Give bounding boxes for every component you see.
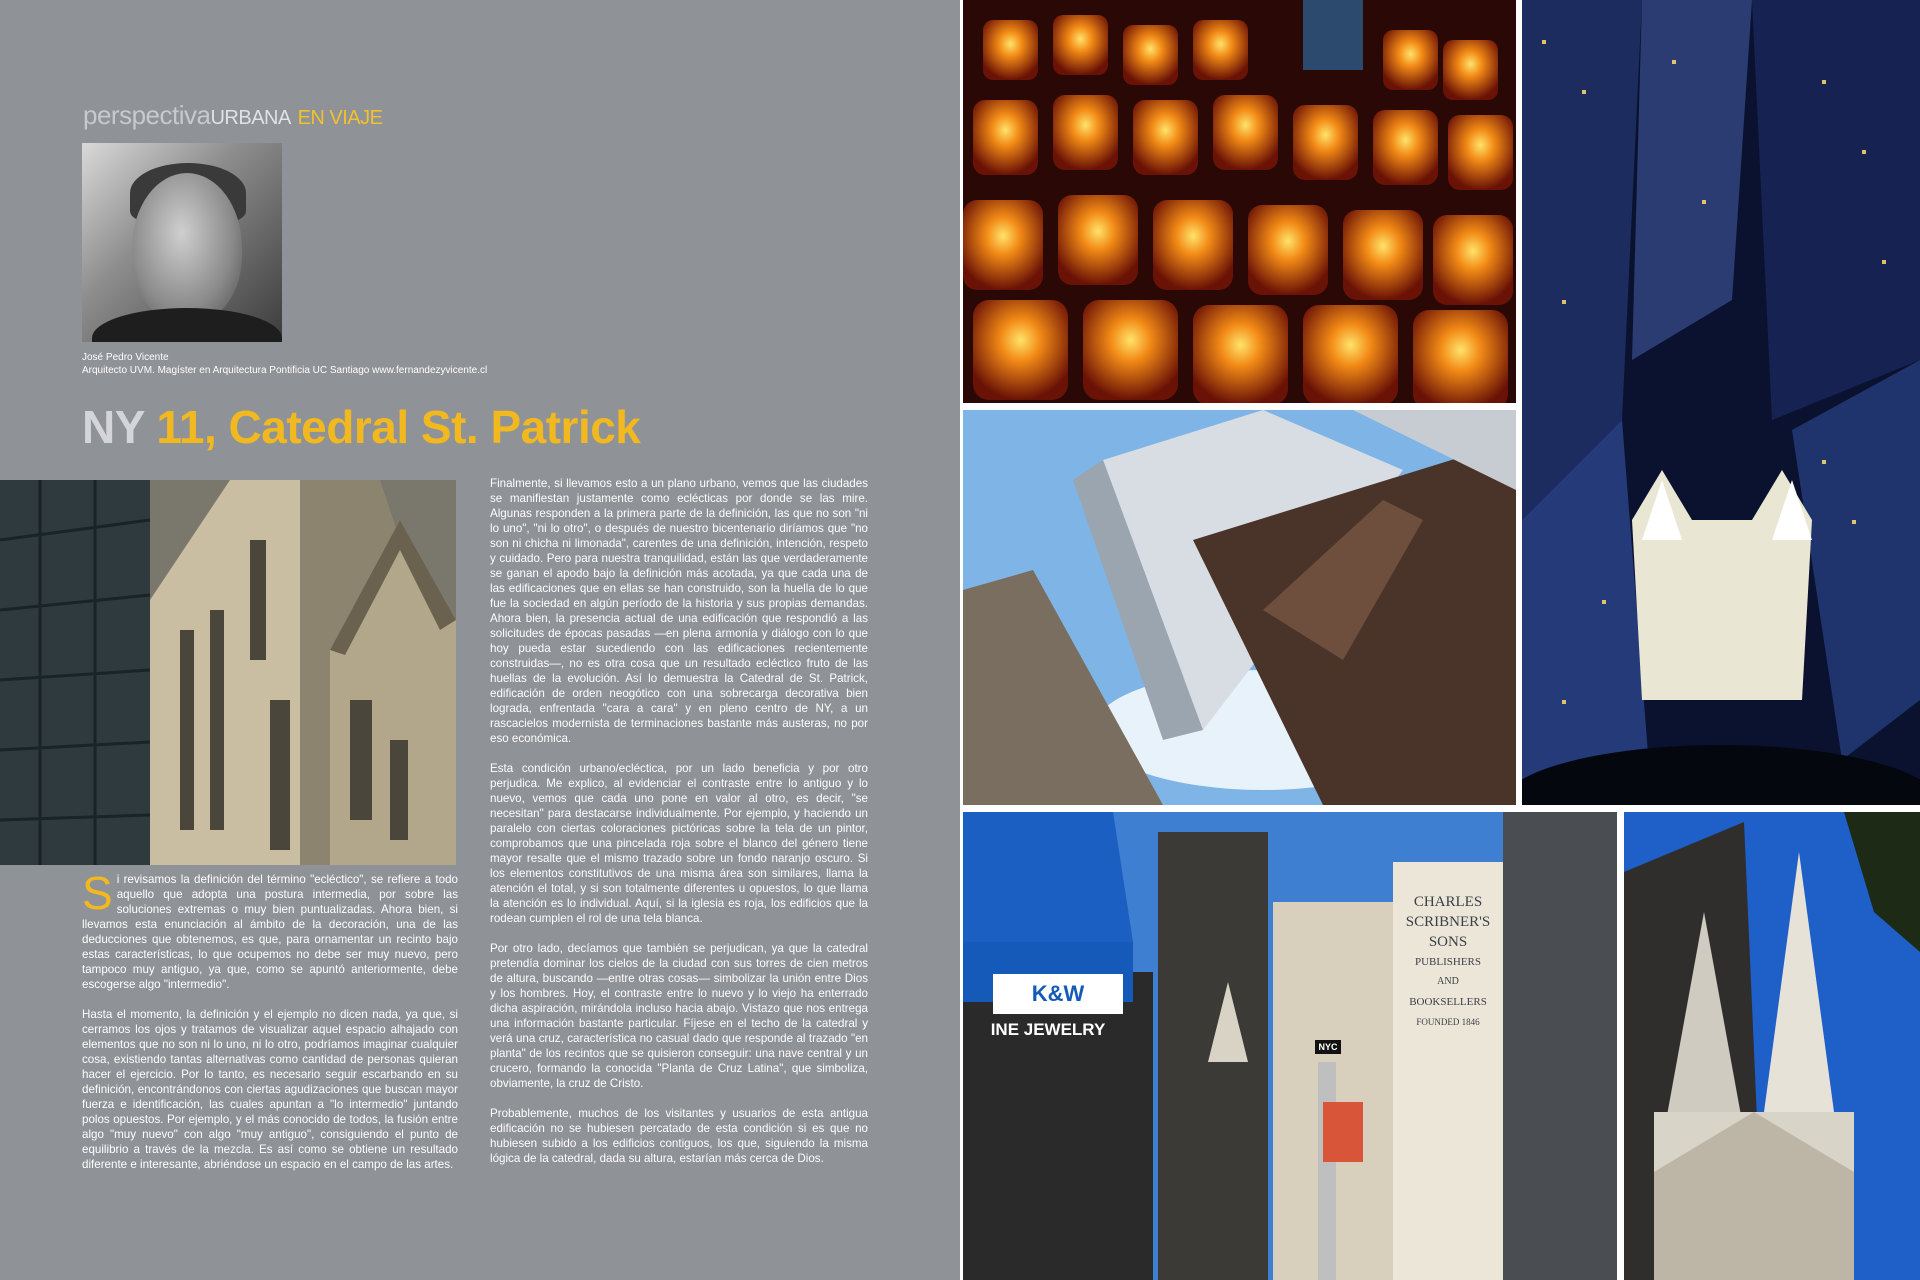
aerial-night-photo: [1522, 0, 1920, 805]
article-column-1: [82, 867, 458, 1187]
paragraph: Esta condición urbano/ecléctica, por un lado beneficia y por otro perjudica. Me explico, al evidenciar el contraste entre lo antiguo y lo nuevo, vemos que cada uno pone en valor al otro, es decir, "se necesitan" para destacarse individualmente. Por ejemplo, y haciendo un paralelo con ciertas coloraciones pictóricas sobre la tela de un pintor, comprobamos que una pincelada roja sobre el blanco del género tiene mayor resalte que el mismo trazado sobre un fondo naranjo oscuro. Si los elementos constitutivos de una misma área son similares, llama la atención el total, y si son totalmente diferentes u opuestos, lo que llama la atención es lo individual. Aquí, si la iglesia es roja, los edificios que la rodean cumplen el rol de una tela blanca.: [490, 762, 868, 925]
article-title: [82, 400, 640, 454]
awning-sign: K&W: [993, 974, 1123, 1014]
paragraph: Si revisamos la definición del término "ecléctico", se refiere a todo aquello que adopta una postura intermedia, por sobre las soluciones extremas o muy bien puntualizadas. Ahora bien, si llevamos esta enunciación al ámbito de la decoración, una de las deducciones que obtenemos, es que, para ornamentar un recinto bajo estas características, lo que ocupemos no debe ser muy nuevo, pero tampoco muy antiguo, ya que, como se apuntó anteriormente, debe escogerse algo "intermedio".: [82, 867, 458, 991]
awning-subtitle: INE JEWELRY: [990, 1020, 1106, 1039]
author-name: José Pedro Vicente: [82, 352, 169, 363]
sign-line: SONS: [1428, 934, 1468, 950]
article-column-2: [490, 476, 868, 1181]
nyc-sign: NYC: [1315, 1040, 1341, 1054]
cathedral-facade-photo: [0, 480, 456, 865]
section-perspectiva: perspectiva: [83, 100, 211, 130]
section-urbana: URBANA: [210, 107, 291, 129]
author-caption: [82, 351, 487, 377]
skyscraper-sky-photo: [963, 410, 1516, 805]
cathedral-spires-photo: [1624, 812, 1920, 1280]
sign-line: AND: [1437, 976, 1459, 987]
title-main: 11, Catedral St. Patrick: [156, 401, 641, 453]
building-sign: [1395, 892, 1501, 1032]
title-prefix: NY: [82, 401, 145, 453]
paragraph: Finalmente, si llevamos esto a un plano urbano, vemos que las ciudades se manifiestan justamente como eclécticas por donde se las mire. Algunas responden a la primera parte de la definición, las que no son "ni lo uno", "ni lo otro", o después de nuestro bicentenario diríamos que "no son ni chicha ni limonada", carentes de una definición, intención, respeto y cuidado. Pero para nuestra tranquilidad, están las que verdaderamente se ganan el apodo bajo la definición más acotada, ya que cada una de las edificaciones que en ellas se han construido, son la huella de lo que fue la sociedad en algún período de la historia y sus propias demandas. Ahora bien, la presencia actual de una edificación que respondió a las solicitudes de épocas pasadas —en plena armonía y diálogo con lo que hoy pueda estar sucediendo con las edificaciones recientemente construidas—, no es otra cosa que un resultado ecléctico fruto de las huellas de la evolución. Así lo demuestra la Catedral de St. Patrick, edificación de orden neogótico con una sobrecarga decorativa bien lograda, enfrentada "cara a cara" y en pleno centro de NY, a un rascacielos modernista de terminaciones bastante más austeras, no por eso económica.: [490, 477, 868, 745]
candles-photo: [963, 0, 1516, 403]
author-credentials: Arquitecto UVM. Magíster en Arquitectura Pontificia UC Santiago www.fernandezyvicente.cl: [82, 365, 488, 376]
sign-line: PUBLISHERS: [1414, 956, 1482, 968]
sign-line: SCRIBNER'S: [1405, 914, 1491, 930]
author-portrait: [82, 143, 282, 342]
sign-line: BOOKSELLERS: [1409, 996, 1487, 1008]
sign-line: CHARLES: [1413, 894, 1483, 910]
paragraph: Probablemente, muchos de los visitantes y usuarios de esta antigua edificación no se hubiesen percatado de esta condición si es que no hubiesen subido a los edificios contiguos, los que, siguiendo la misma lógica de la catedral, dada su altura, estarían más cerca de Dios.: [490, 1107, 868, 1165]
sign-line: FOUNDED 1846: [1416, 1017, 1480, 1027]
paragraph: Hasta el momento, la definición y el ejemplo no dicen nada, ya que, si cerramos los ojos y tratamos de visualizar aquel espacio alhajado con elementos que no son ni lo uno, ni lo otro, podríamos imaginar cualquier cosa, existiendo tantas alternativas como cantidad de personas quieran hacer el ejercicio. Por lo tanto, es necesario seguir escarbando en su definición, encontrándonos con ciertas agudizaciones que buscan mayor fuerza e identificación, las cuales apuntan a "lo intermedio" juntando polos opuestos. Por ejemplo, y el más conocido de todos, la fusión entre algo "muy nuevo" con algo "muy antiguo", consiguiendo el punto de equilibrio a través de la mezcla. Es así como se obtiene un resultado diferente e interesante, abriéndose un espacio en el campo de las artes.: [82, 1008, 458, 1171]
paragraph: Por otro lado, decíamos que también se perjudican, ya que la catedral pretendía dominar los cielos de la ciudad con sus torres de cien metros de altura, buscando —entre otras cosas— simbolizar la unión entre Dios y los hombres. Hoy, el contraste entre lo nuevo y lo viejo ha enterrado dicha aspiración, mirándola incluso hacia abajo. Vistazo que nos entrega una información bastante particular. Fíjese en el techo de la catedral y verá una cruz, característica no casual dado que responde al trazado "en planta" de los recintos que se quisieron conseguir: una nave central y un crucero, formando la conocida "Planta de Cruz Latina", que simboliza, obviamente, la cruz de Cristo.: [490, 942, 868, 1090]
section-header: [83, 100, 382, 131]
section-en-viaje: EN VIAJE: [297, 107, 383, 129]
drop-cap: S: [82, 867, 113, 919]
street-signage: [963, 812, 1617, 1280]
